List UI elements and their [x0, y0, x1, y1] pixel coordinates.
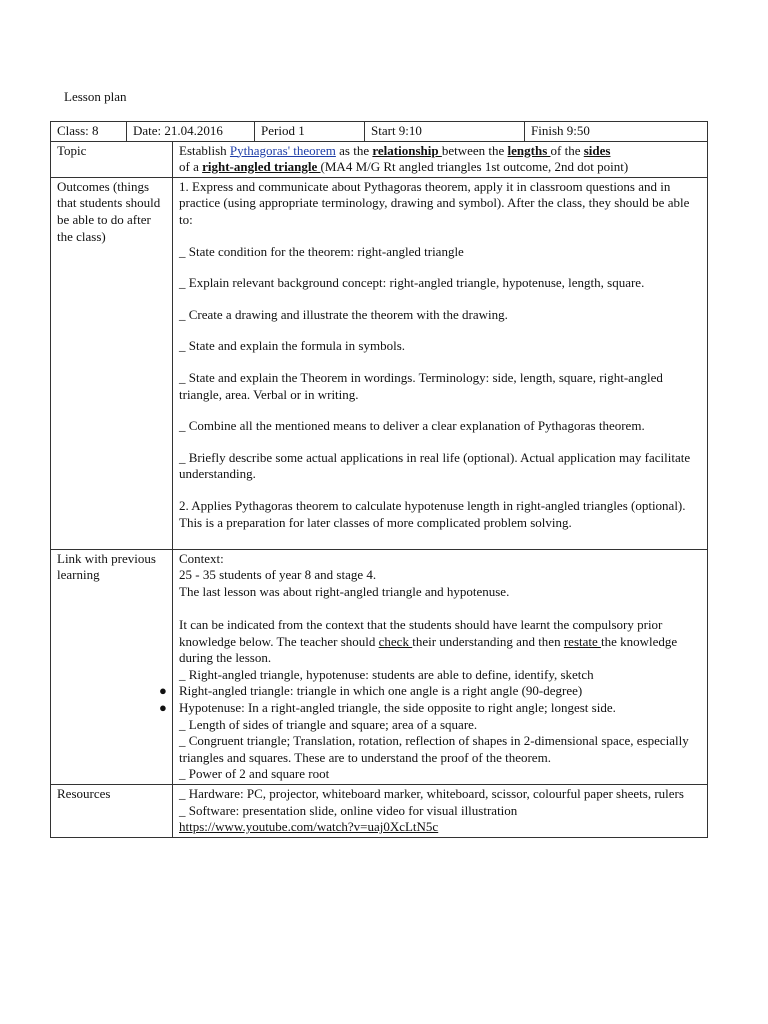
context-line: Context:	[179, 550, 224, 566]
bullet-text: Right-angled triangle: triangle in which one angle is a right angle (90-degree)	[179, 683, 583, 699]
start-cell: Start 9:10	[365, 122, 525, 142]
paragraph-text: It can be indicated from the context that the students should have learnt the compulsory prior knowledge below. The teacher should	[179, 617, 663, 649]
topic-text: Establish	[179, 142, 230, 158]
topic-text: as the	[335, 142, 373, 158]
context-line: 25 - 35 students of year 8 and stage 4.	[179, 567, 377, 583]
pythagoras-theorem-link[interactable]: Pythagoras' theorem	[229, 142, 336, 158]
topic-keyword: lengths	[507, 142, 551, 158]
check-word: check	[378, 633, 413, 649]
link-label: Link with previous learning	[51, 549, 173, 784]
outcomes-label: Outcomes (things that students should be able to do after the class)	[51, 177, 173, 549]
class-cell: Class: 8	[51, 122, 127, 142]
topic-content	[173, 141, 708, 177]
resources-content	[173, 785, 708, 838]
knowledge-item: _ Congruent triangle; Translation, rotation, reflection of shapes in 2-dimensional space, especially triangles and squares. These are to understand the proof of the theorem.	[179, 733, 689, 765]
outcomes-content	[173, 177, 708, 549]
paragraph-text: the knowledge during the lesson.	[179, 633, 678, 666]
bullet-item	[159, 683, 702, 700]
resources-label: Resources	[51, 785, 173, 838]
bullet-text: Hypotenuse: In a right-angled triangle, the side opposite to right angle; longest side.	[179, 700, 616, 716]
topic-keyword: right-angled triangle	[202, 159, 321, 175]
bullet-item	[159, 700, 702, 717]
outcome-item: _ State and explain the formula in symbols.	[179, 338, 406, 354]
finish-cell: Finish 9:50	[525, 122, 708, 142]
topic-text: (MA4 M/G Rt angled triangles 1st outcome, 2nd dot point)	[320, 159, 629, 175]
bullet-icon: ●	[159, 700, 167, 716]
outcome-item: _ Explain relevant background concept: right-angled triangle, hypotenuse, length, square.	[179, 275, 645, 291]
outcome-item: _ State and explain the Theorem in wordings. Terminology: side, length, square, right-angled triangle, area. Verbal or in writing.	[179, 369, 663, 402]
topic-keyword: relationship	[372, 142, 442, 158]
outcome-second: 2. Applies Pythagoras theorem to calculate hypotenuse length in right-angled triangles (optional). This is a preparation for later classes of more complicated problem solving.	[179, 497, 686, 530]
link-row	[51, 549, 708, 784]
outcome-item: _ State condition for the theorem: right-angled triangle	[179, 243, 464, 259]
resources-row	[51, 785, 708, 838]
date-cell: Date: 21.04.2016	[127, 122, 255, 142]
hardware-line: _ Hardware: PC, projector, whiteboard marker, whiteboard, scissor, colourful paper sheets, rulers	[179, 786, 684, 801]
outcome-item: _ Briefly describe some actual applications in real life (optional). Actual application may facilitate understanding.	[179, 449, 691, 482]
lesson-plan-table	[50, 121, 708, 838]
knowledge-item: _ Right-angled triangle, hypotenuse: students are able to define, identify, sketch	[179, 666, 594, 682]
knowledge-item: _ Power of 2 and square root	[179, 766, 330, 782]
outcomes-intro: 1. Express and communicate about Pythagoras theorem, apply it in classroom questions and in practice (using appropriate terminology, drawing and symbol). After the class, they should be able to:	[179, 178, 690, 227]
link-content	[159, 549, 708, 784]
header-row	[51, 122, 708, 142]
outcomes-row	[51, 177, 708, 549]
prior-knowledge-paragraph	[179, 617, 702, 667]
video-link[interactable]: https://www.youtube.com/watch?v=uaj0XcLtN5c	[179, 819, 439, 835]
paragraph-text: their understanding and then	[412, 633, 564, 649]
restate-word: restate	[563, 633, 602, 649]
outcome-item: _ Combine all the mentioned means to deliver a clear explanation of Pythagoras theorem.	[179, 418, 645, 434]
topic-text: of the	[550, 142, 584, 158]
document-title: Lesson plan	[64, 89, 127, 104]
topic-text: of a	[179, 159, 203, 175]
topic-text: between the	[441, 142, 508, 158]
context-line: The last lesson was about right-angled triangle and hypotenuse.	[179, 583, 510, 599]
bullet-icon: ●	[159, 683, 167, 699]
knowledge-item: _ Length of sides of triangle and square; area of a square.	[179, 716, 478, 732]
topic-label: Topic	[51, 141, 173, 177]
topic-keyword: sides	[583, 142, 611, 158]
outcome-item: _ Create a drawing and illustrate the theorem with the drawing.	[179, 306, 508, 322]
period-cell: Period 1	[255, 122, 365, 142]
software-line: _ Software: presentation slide, online video for visual illustration	[179, 802, 518, 818]
topic-row	[51, 141, 708, 177]
